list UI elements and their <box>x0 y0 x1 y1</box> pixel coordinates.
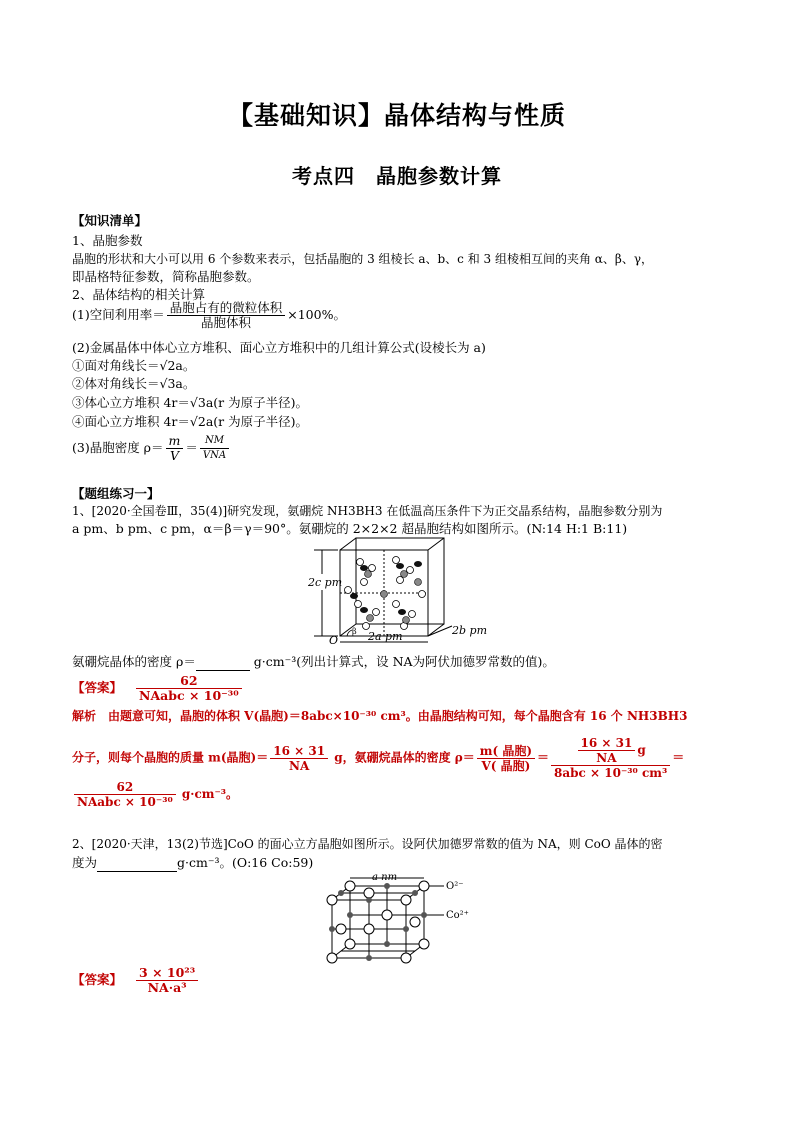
q1-exp-mass-fraction <box>270 744 328 773</box>
q1-answer-fraction <box>136 674 242 703</box>
formula3-denominator2: VNA <box>200 448 229 463</box>
q1-answer-numerator: 62 <box>180 673 198 688</box>
q2-answer-fraction <box>136 966 198 995</box>
question1-line1: 1、[2020·全国卷Ⅲ，35(4)]研究发现，氨硼烷 NH3BH3 在低温高压条件下为正交晶系结构，晶胞参数分别为 <box>72 504 663 518</box>
fig2-label-a: a nm <box>372 872 398 883</box>
question1-explanation-line1: 解析 由题意可知，晶胞的体积 V(晶胞)＝8abc×10⁻³⁰ cm³。由晶胞结构可知，每个晶胞含有 16 个 NH3BH3 <box>72 709 688 723</box>
question1-line2: a pm、b pm、c pm，α＝β＝γ＝90°。氨硼烷的 2×2×2 超晶胞结构如图所示。(N:14 H:1 B:11) <box>72 521 628 536</box>
q1-exp-density-num: m( 晶胞) <box>479 743 533 758</box>
q1-exp-mass-den: NA <box>270 758 328 773</box>
q1-exp-inner-fraction <box>578 736 636 765</box>
q1-exp-final-num: 62 <box>116 780 134 794</box>
fig1-label-2a: 2a pm <box>368 630 403 643</box>
formula3-numerator1: m <box>168 433 181 448</box>
fig2-label-oxide: O²⁻ <box>446 881 464 892</box>
q1-exp-final-den: NAabc × 10⁻³⁰ <box>74 794 176 809</box>
question1-explanation-line3 <box>72 780 238 809</box>
formula2-item4: ④面心立方堆积 4r＝√2a(r 为原子半径)。 <box>72 414 308 429</box>
q1-exp-final-unit: g·cm⁻³。 <box>177 787 239 801</box>
question2-answer <box>72 966 200 995</box>
fig1-label-2b: 2b pm <box>452 624 488 637</box>
q2-line2-part-a: 度为 <box>72 855 98 870</box>
formula2-item3: ③体心立方堆积 4r＝√3a(r 为原子半径)。 <box>72 395 308 410</box>
formula1-suffix: ×100%。 <box>287 307 346 322</box>
q1-exp-compound-den: 8abc × 10⁻³⁰ cm³ <box>551 765 670 780</box>
q1-exp-part-a: 分子，则每个晶胞的质量 m(晶胞)＝ <box>72 750 269 765</box>
q1-exp-inner-unit: g <box>637 743 646 757</box>
q1-exp-inner-den: NA <box>578 750 636 765</box>
page-title: 【基础知识】晶体结构与性质 <box>227 101 566 130</box>
formula3-fraction2 <box>200 434 229 463</box>
fig1-label-beta: β <box>352 627 357 636</box>
q1-exp-compound-fraction <box>551 736 670 780</box>
q1-exp-compound-num <box>551 736 670 765</box>
practice-header: 【题组练习一】 <box>72 486 160 501</box>
question1-explanation-line2 <box>72 736 684 780</box>
formula1-prefix: (1)空间利用率＝ <box>72 307 165 322</box>
q1-exp-density-den: V( 晶胞) <box>477 758 535 773</box>
formula3-prefix: (3)晶胞密度 ρ＝ <box>72 440 164 455</box>
formula1-fraction <box>167 301 286 330</box>
formula3-numerator2: NM <box>205 435 224 446</box>
q1-answer-denominator: NAabc × 10⁻³⁰ <box>136 688 242 703</box>
section2-title: 2、晶体结构的相关计算 <box>72 287 205 302</box>
formula1-numerator: 晶胞占有的微粒体积 <box>169 300 283 315</box>
fig2-label-cobalt: Co²⁺ <box>446 910 469 921</box>
fig1-label-origin: O <box>329 634 339 646</box>
q1-answer-label: 【答案】 <box>72 680 123 695</box>
formula3-equals: ＝ <box>185 440 198 455</box>
q1-ask-part1: 氨硼烷晶体的密度 ρ＝ <box>72 654 196 669</box>
q1-exp-density-fraction <box>477 744 535 773</box>
fig1-label-2c: 2c pm <box>308 576 343 589</box>
q2-answer-denominator: NA·a³ <box>136 980 198 995</box>
ammonia-borane-crystal-figure <box>300 534 500 646</box>
question2-line1: 2、[2020·天津，13(2)节选]CoO 的面心立方晶胞如图所示。设阿伏加德罗常数的值为 NA，则 CoO 晶体的密 <box>72 837 663 851</box>
q2-answer-label: 【答案】 <box>72 972 123 987</box>
q2-line2-part-b: g·cm⁻³。(O:16 Co:59) <box>177 855 314 870</box>
q2-answer-blank <box>97 855 177 872</box>
formula1-denominator: 晶胞体积 <box>167 315 286 330</box>
question1-ask <box>72 654 555 671</box>
formula-density <box>72 434 231 463</box>
formula3-fraction1 <box>166 434 184 463</box>
section1-title: 1、晶胞参数 <box>72 233 143 248</box>
q2-answer-numerator: 3 × 10²³ <box>139 965 196 980</box>
q1-exp-part-b: g，氨硼烷晶体的密度 ρ＝ <box>330 750 475 765</box>
question1-answer <box>72 674 244 703</box>
question2-line2 <box>72 855 313 872</box>
formula3-denominator1: V <box>166 448 184 463</box>
q1-exp-final-fraction <box>74 780 176 809</box>
formula-space-utilization <box>72 301 346 330</box>
page-subtitle: 考点四 晶胞参数计算 <box>292 164 502 188</box>
section1-line1: 晶胞的形状和大小可以用 6 个参数来表示，包括晶胞的 3 组棱长 a、b、c 和 3 组棱相互间的夹角 α、β、γ， <box>72 252 654 266</box>
q1-exp-eq2: ＝ <box>672 750 685 765</box>
section1-line2: 即晶格特征参数，简称晶胞参数。 <box>72 269 260 284</box>
q1-exp-inner-num: 16 × 31 <box>580 736 633 750</box>
formula2-item2: ②体对角线长＝√3a。 <box>72 376 196 391</box>
q1-exp-mass-num: 16 × 31 <box>273 743 326 758</box>
coo-unit-cell-figure <box>320 870 480 966</box>
q1-exp-eq1: ＝ <box>537 750 550 765</box>
q1-ask-part2: g·cm⁻³(列出计算式，设 NA为阿伏加德罗常数的值)。 <box>249 654 555 669</box>
formula2-item1: ①面对角线长＝√2a。 <box>72 358 196 373</box>
knowledge-header: 【知识清单】 <box>72 213 148 228</box>
q1-answer-blank <box>196 654 250 671</box>
formula2-title: (2)金属晶体中体心立方堆积、面心立方堆积中的几组计算公式(设棱长为 a) <box>72 340 486 355</box>
